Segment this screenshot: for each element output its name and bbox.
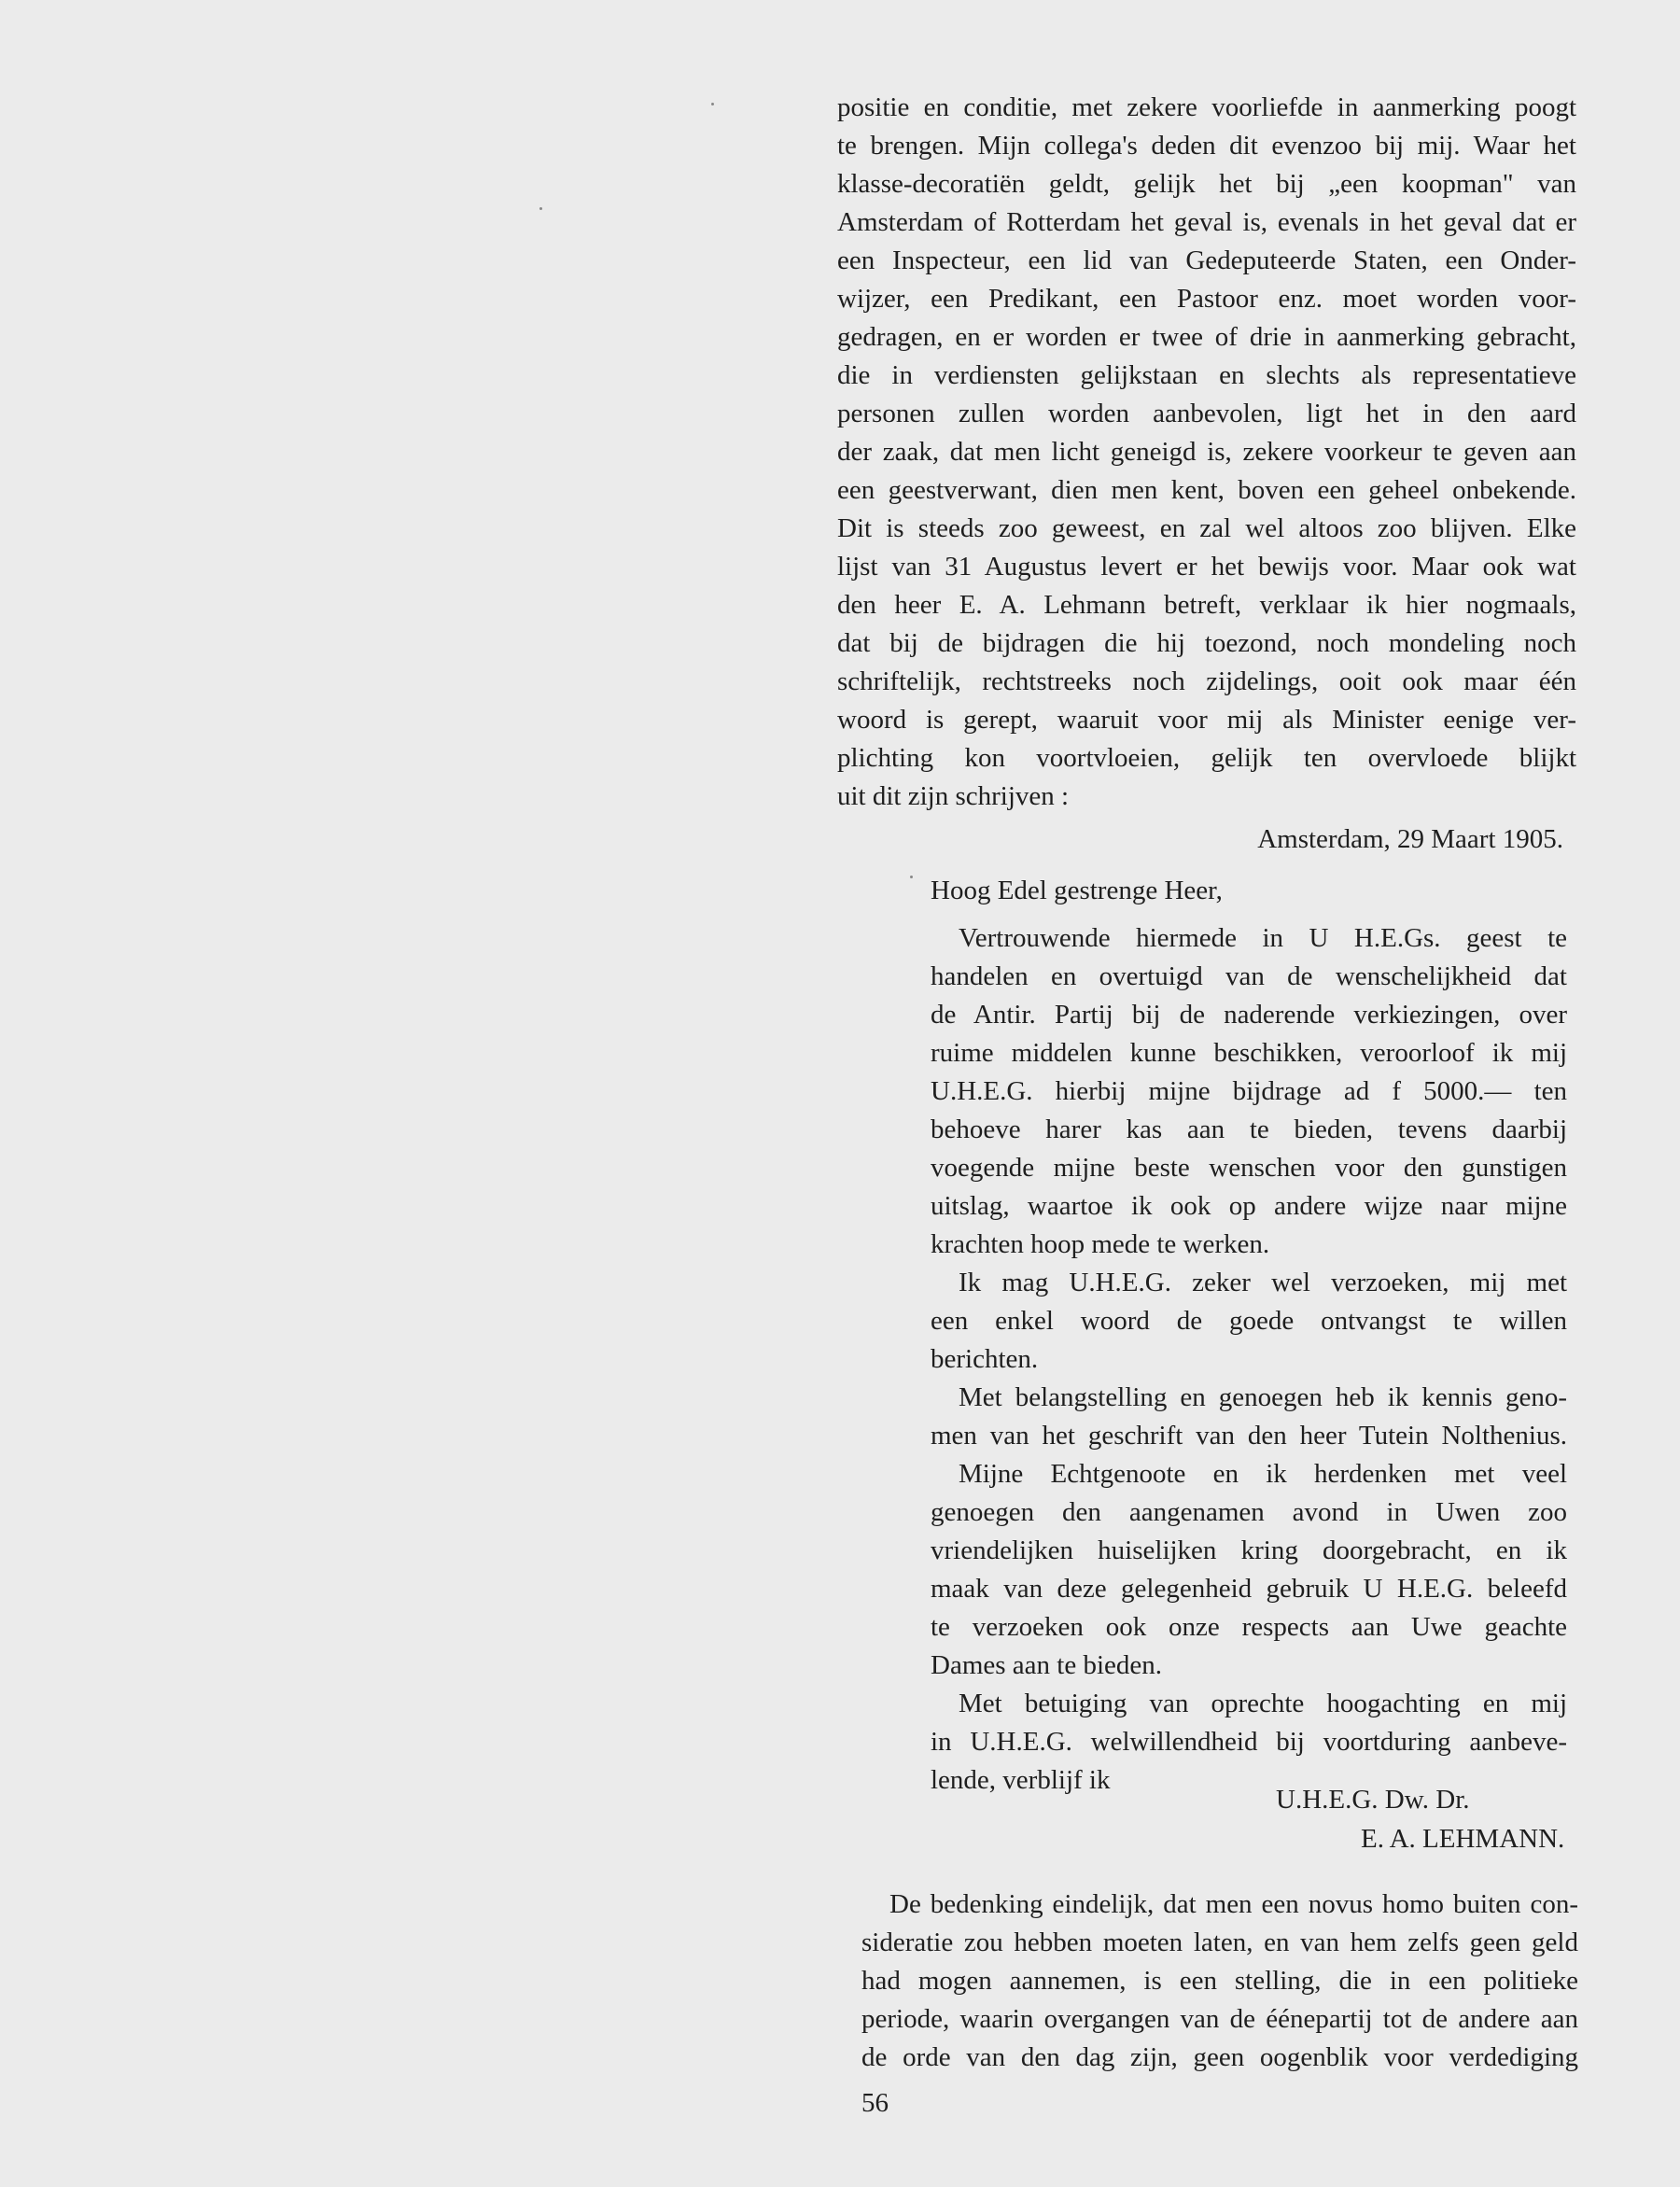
letter-signature: E. A. LEHMANN. bbox=[1361, 1824, 1565, 1854]
text-line: Vertrouwende hiermede in U H.E.Gs. geest te bbox=[959, 923, 1567, 953]
letter-paragraph bbox=[931, 1455, 1567, 1685]
letter-paragraph bbox=[931, 919, 1567, 1264]
text-line: wijzer, een Predikant, een Pastoor enz. moet worden voor- bbox=[837, 284, 1576, 314]
text-line: den heer E. A. Lehmann betreft, verklaar ik hier nogmaals, bbox=[837, 590, 1576, 620]
text-line: berichten. bbox=[931, 1344, 1039, 1374]
text-line: positie en conditie, met zekere voorliefde in aanmerking poogt bbox=[837, 92, 1576, 122]
text-line: behoeve harer kas aan te bieden, tevens daarbij bbox=[931, 1115, 1567, 1144]
text-line: voegende mijne beste wenschen voor den gunstigen bbox=[931, 1153, 1567, 1183]
text-line: U.H.E.G. hierbij mijne bijdrage ad f 5000.— ten bbox=[931, 1076, 1567, 1106]
text-line: te brengen. Mijn collega's deden dit evenzoo bij mij. Waar het bbox=[837, 131, 1576, 161]
text-line: uitslag, waartoe ik ook op andere wijze naar mijne bbox=[931, 1191, 1567, 1221]
text-line: had mogen aannemen, is een stelling, die in een politieke bbox=[861, 1966, 1578, 1996]
text-line: handelen en overtuigd van de wenschelijkheid dat bbox=[931, 961, 1567, 991]
page-number: 56 bbox=[861, 2088, 889, 2118]
text-line: men van het geschrift van den heer Tutein Nolthenius. bbox=[931, 1421, 1567, 1451]
text-line: Dit is steeds zoo geweest, en zal wel altoos zoo blijven. Elke bbox=[837, 513, 1576, 543]
text-line: personen zullen worden aanbevolen, ligt het in den aard bbox=[837, 399, 1576, 428]
text-line: ruime middelen kunne beschikken, veroorloof ik mij bbox=[931, 1038, 1567, 1068]
text-line: te verzoeken ook onze respects aan Uwe geachte bbox=[931, 1612, 1567, 1642]
letter-paragraph bbox=[931, 1264, 1567, 1379]
final-text-block bbox=[861, 1886, 1578, 2077]
letter-closing: U.H.E.G. Dw. Dr. bbox=[1276, 1785, 1470, 1815]
text-line: klasse-decoratiën geldt, gelijk het bij „een koopman" van bbox=[837, 169, 1576, 199]
text-line: sideratie zou hebben moeten laten, en van hem zelfs geen geld bbox=[861, 1928, 1578, 1957]
text-line: schriftelijk, rechtstreeks noch zijdelings, ooit ook maar één bbox=[837, 666, 1576, 696]
text-line: maak van deze gelegenheid gebruik U H.E.G. beleefd bbox=[931, 1574, 1567, 1604]
text-line: Met betuiging van oprechte hoogachting en mij bbox=[959, 1689, 1567, 1718]
text-line: krachten hoop mede te werken. bbox=[931, 1229, 1270, 1259]
text-line: een Inspecteur, een lid van Gedeputeerde Staten, een Onder- bbox=[837, 245, 1576, 275]
text-line: in U.H.E.G. welwillendheid bij voortduring aanbeve- bbox=[931, 1727, 1567, 1757]
text-line: lijst van 31 Augustus levert er het bewijs voor. Maar ook wat bbox=[837, 552, 1576, 582]
text-line: een geestverwant, dien men kent, boven een geheel onbekende. bbox=[837, 475, 1576, 505]
text-line: Dames aan te bieden. bbox=[931, 1650, 1163, 1680]
text-line: der zaak, dat men licht geneigd is, zekere voorkeur te geven aan bbox=[837, 437, 1576, 467]
text-line: gedragen, en er worden er twee of drie in aanmerking gebracht, bbox=[837, 322, 1576, 352]
letter-paragraph bbox=[931, 1379, 1567, 1455]
paper-speck bbox=[539, 207, 542, 210]
text-line: woord is gerept, waaruit voor mij als Minister eenige ver- bbox=[837, 705, 1576, 735]
text-line: Ik mag U.H.E.G. zeker wel verzoeken, mij met bbox=[959, 1268, 1567, 1297]
text-line: uit dit zijn schrijven : bbox=[837, 781, 1070, 811]
text-line: een enkel woord de goede ontvangst te willen bbox=[931, 1306, 1567, 1336]
paper-speck bbox=[910, 876, 913, 878]
text-line: Mijne Echtgenoote en ik herdenken met veel bbox=[959, 1459, 1567, 1489]
intro-text-block bbox=[837, 89, 1576, 816]
text-line: Amsterdam of Rotterdam het geval is, evenals in het geval dat er bbox=[837, 207, 1576, 237]
text-line: De bedenking eindelijk, dat men een novus homo buiten con- bbox=[889, 1889, 1578, 1919]
text-line: periode, waarin overgangen van de éénepartij tot de andere aan bbox=[861, 2004, 1578, 2034]
letter-dateline: Amsterdam, 29 Maart 1905. bbox=[1257, 824, 1563, 854]
letter-paragraph bbox=[931, 1685, 1567, 1800]
text-line: Met belangstelling en genoegen heb ik kennis geno- bbox=[959, 1382, 1567, 1412]
text-line: de orde van den dag zijn, geen oogenblik voor verdediging bbox=[861, 2042, 1578, 2072]
text-line: dat bij de bijdragen die hij toezond, noch mondeling noch bbox=[837, 628, 1576, 658]
paper-speck bbox=[711, 103, 714, 105]
letter-salutation: Hoog Edel gestrenge Heer, bbox=[931, 876, 1223, 905]
text-line: de Antir. Partij bij de naderende verkiezingen, over bbox=[931, 1000, 1567, 1030]
letter-body bbox=[931, 919, 1567, 1800]
text-line: vriendelijken huiselijken kring doorgebracht, en ik bbox=[931, 1535, 1567, 1565]
text-line: genoegen den aangenamen avond in Uwen zoo bbox=[931, 1497, 1567, 1527]
text-line: die in verdiensten gelijkstaan en slechts als representatieve bbox=[837, 360, 1576, 390]
text-line: plichting kon voortvloeien, gelijk ten overvloede blijkt bbox=[837, 743, 1576, 773]
text-line: lende, verblijf ik bbox=[931, 1765, 1111, 1795]
